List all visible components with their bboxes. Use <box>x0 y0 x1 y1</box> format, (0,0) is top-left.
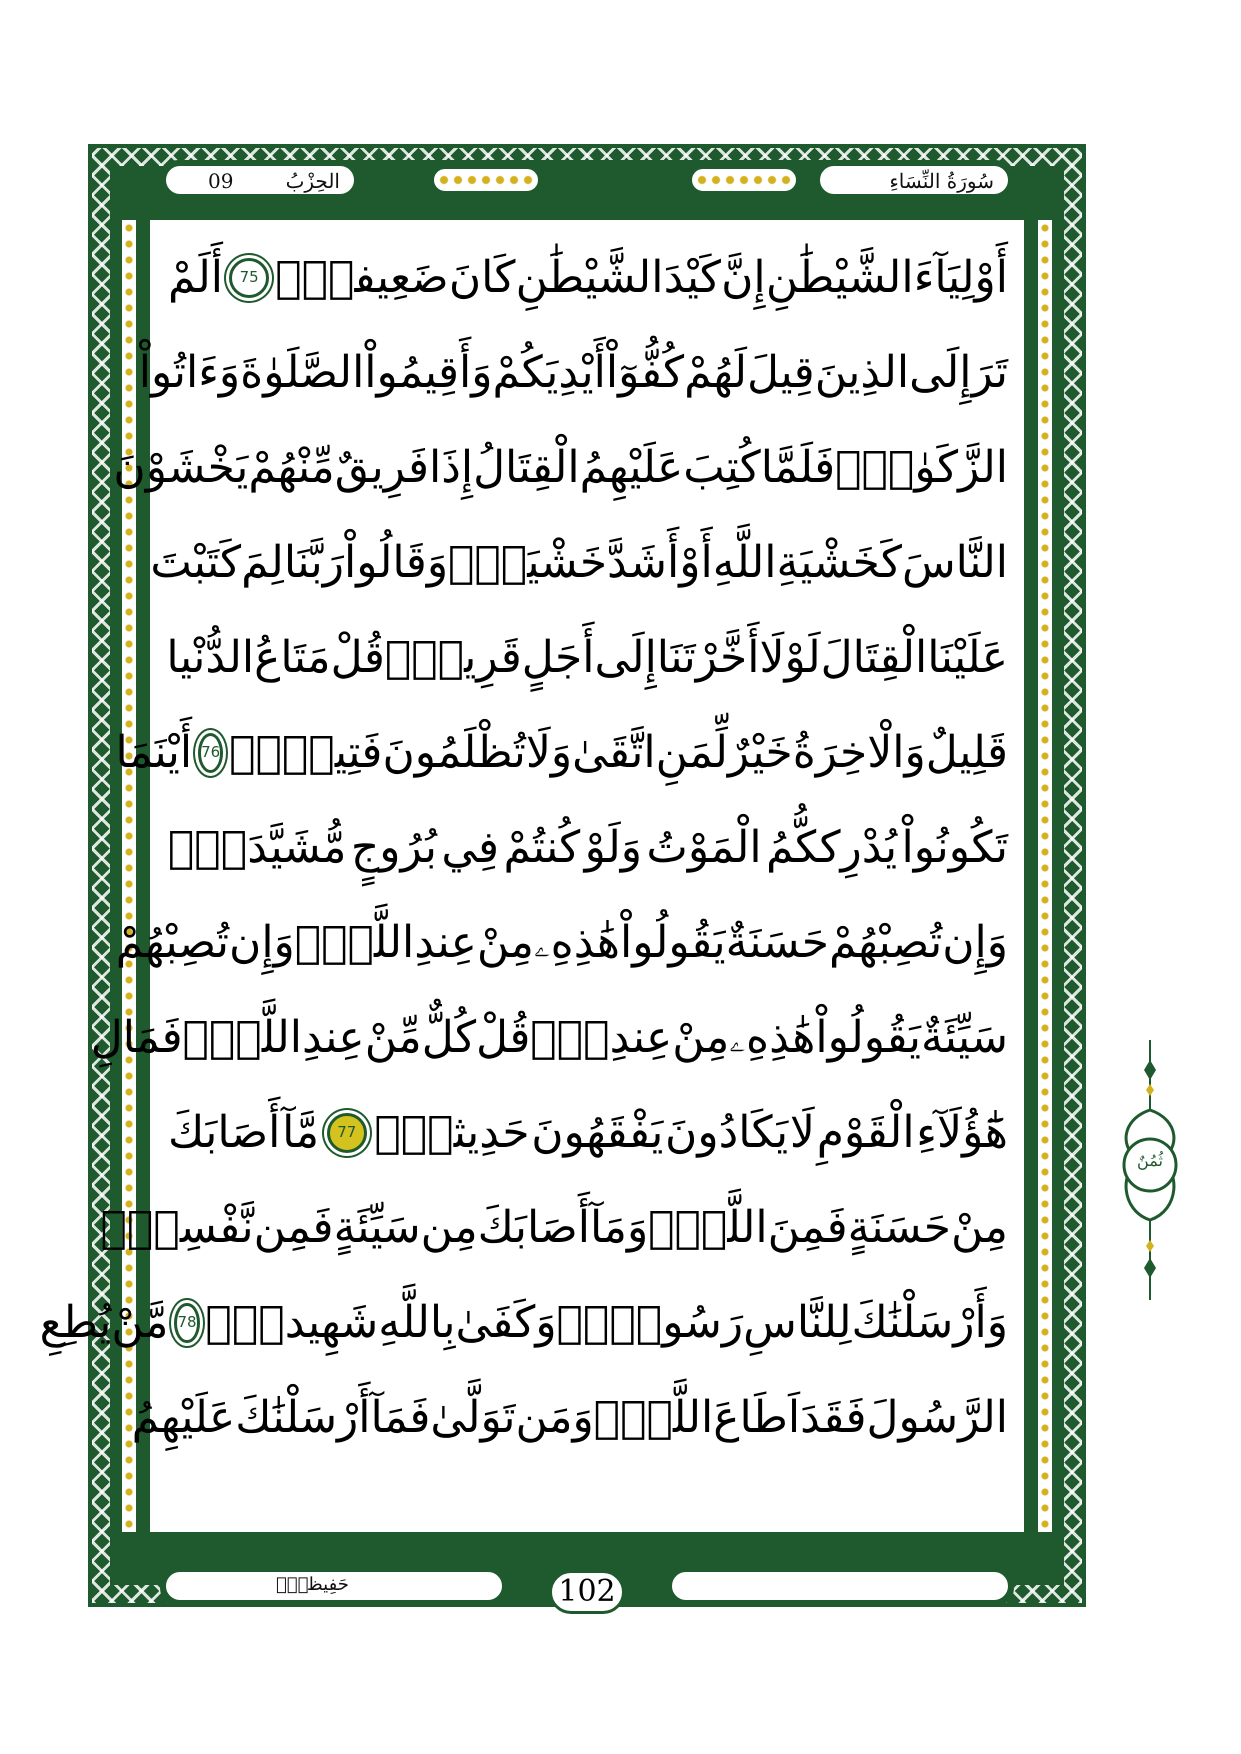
verse-word: هَٰذِهِۦ <box>533 917 621 968</box>
verse-lines <box>39 230 1008 1465</box>
verse-word: هَٰٓؤُلَآءِ <box>916 1107 1008 1158</box>
verse-word: اَطَاعَ <box>713 1392 801 1443</box>
verse-word: يَقُولُواْ <box>620 917 726 968</box>
verse-word: اتَّقَىٰ <box>572 727 656 778</box>
verse-word: فَتِيلًاۖ <box>229 727 383 778</box>
verse-word: أَلَمْ <box>168 252 223 303</box>
verse-word: حَسَنَةٍ <box>847 1202 951 1253</box>
dotted-border-right <box>1036 220 1054 1532</box>
verse-word: كَتَبْتَ <box>150 537 242 588</box>
verse-word: أَصَابَكَ <box>168 1107 281 1158</box>
surah-name: سُورَةُ النِّسَاءِ <box>889 169 994 193</box>
ayah-number-marker: 77 <box>327 1113 367 1153</box>
verse-word: بُرُوجٍ <box>350 822 437 873</box>
verse-word: رَبَّنَا <box>283 537 345 588</box>
verse-word: فَرِيقٌ <box>334 442 430 493</box>
verse-word: حَسَنَةٌ <box>725 917 829 968</box>
verse-word: ضَعِيفاًۖ <box>275 252 449 303</box>
verse-word: حَدِيثاًۖ <box>374 1107 530 1158</box>
verse-word: فِي <box>441 822 500 873</box>
verse-word: كُتِبَ <box>683 442 761 493</box>
verse-word: وَقَالُواْ <box>344 537 449 588</box>
verse-word: أَخَّرْتَنَا <box>656 632 760 683</box>
verse-word: الرَّسُولَ <box>866 1392 1008 1443</box>
verse-line <box>150 515 1008 610</box>
verse-word: لِلنَّاسِ <box>743 1297 852 1348</box>
verse-word: اللَّهِ <box>712 537 777 588</box>
verse-word: نَّفْسِكَۖ <box>100 1202 254 1253</box>
verse-word: مِنْ <box>950 1202 1008 1253</box>
verse-word: تَكُونُواْ <box>901 822 1008 873</box>
verse-word: وَءَاتُواْ <box>138 347 241 398</box>
header-ornament-left <box>432 167 540 193</box>
verse-word: سَيِّئَةٍ <box>333 1202 421 1253</box>
verse-word: فَلَمَّا <box>760 442 836 493</box>
verse-word: وَمَآ <box>589 1202 649 1253</box>
page-number: 102 <box>549 1570 625 1614</box>
verse-word: لَهُمْ <box>684 347 748 398</box>
hizb-label: الحِزْبُ <box>285 169 340 193</box>
verse-line <box>168 610 1008 705</box>
verse-word: وَلَوْ <box>584 822 643 873</box>
verse-word: كُنتُمْ <box>503 822 581 873</box>
catchword-box <box>164 1570 504 1602</box>
verse-word: لِمَ <box>241 537 284 588</box>
verse-line <box>115 705 1008 800</box>
thumn-label: ثُمُنٌ <box>1137 1151 1163 1170</box>
verse-word: سَيِّئَةٌ <box>920 1012 1008 1063</box>
ayah-number-marker: 78 <box>174 1303 199 1343</box>
verse-word: قَرِيبٍۖ <box>384 632 522 683</box>
verse-word: مِّنْهُمْ <box>248 442 335 493</box>
verse-word: النَّاسَ <box>901 537 1008 588</box>
verse-word: وَأَقِيمُواْ <box>364 347 493 398</box>
verse-word: فَمَآ <box>370 1392 431 1443</box>
hizb-number: 09 <box>208 169 234 193</box>
verse-word: كُلٌّ <box>421 1012 477 1063</box>
ayah-number-marker: 75 <box>229 258 269 298</box>
verse-word: كَخَشْيَةِ <box>776 537 902 588</box>
verse-word: وَإِن <box>942 917 1008 968</box>
verse-word: وَكَفَىٰ <box>455 1297 557 1348</box>
verse-word: وَلَا <box>525 727 573 778</box>
verse-word: يَفْقَهُونَ <box>531 1107 664 1158</box>
verse-word: وَأَرْسَلْنَٰكَ <box>851 1297 1008 1348</box>
verse-line <box>100 1180 1008 1275</box>
hizb-box <box>164 164 356 196</box>
verse-word: عِندِكَۖ <box>530 1012 673 1063</box>
verse-word: أَيْنَمَا <box>115 727 193 778</box>
header-ornament-right <box>690 167 798 193</box>
verse-line <box>168 800 1008 895</box>
footer-right-box <box>670 1570 1010 1602</box>
verse-word: تُظْلَمُونَ <box>382 727 526 778</box>
verse-word: اللَّهَۖ <box>593 1392 714 1443</box>
verse-word: يُدْرِككُّمُ <box>766 822 898 873</box>
verse-word: كَانَ <box>448 252 516 303</box>
verse-word: يَكَادُونَ <box>665 1107 789 1158</box>
verse-word: وَالْاخِرَةُ <box>792 727 926 778</box>
verse-word: شَهِيداًۖ <box>205 1297 379 1348</box>
verse-word: مَّنْ <box>111 1297 169 1348</box>
verse-word: قُلْ <box>330 632 385 683</box>
verse-line <box>131 1370 1008 1465</box>
verse-word: فَمَالِ <box>90 1012 183 1063</box>
verse-word: لِّمَنِ <box>655 727 728 778</box>
verse-word: إِذَا <box>429 442 474 493</box>
verse-word: الصَّلَوٰةَ <box>240 347 365 398</box>
verse-word: رَسُولًاۖ <box>556 1297 744 1348</box>
verse-word: مِن <box>420 1202 478 1253</box>
verse-word: فَقَدَ <box>800 1392 867 1443</box>
catchword: حَفِيظاًۖ <box>276 1574 349 1595</box>
verse-line <box>168 230 1008 325</box>
verse-word: أَشَدَّ <box>607 537 680 588</box>
verse-line <box>168 1085 1008 1180</box>
verse-word: أَوْلِيَآءَ <box>913 252 1008 303</box>
verse-word: بِاللَّهِ <box>378 1297 456 1348</box>
verse-word: وَمَن <box>515 1392 594 1443</box>
verse-word: هَٰذِهِۦ <box>729 1012 816 1063</box>
verse-word: اللَّهِۖ <box>648 1202 768 1253</box>
verse-word: الْقِتَالُ <box>473 442 580 493</box>
verse-word: فَمِن <box>253 1202 334 1253</box>
verse-word: إِلَى <box>909 347 972 398</box>
verse-word: خَشْيَةًۖ <box>448 537 608 588</box>
verse-word: يَقُولُواْ <box>815 1012 921 1063</box>
surah-name-box <box>818 164 1010 196</box>
verse-word: يَخْشَوْنَ <box>113 442 249 493</box>
verse-word: أَجَلٍ <box>521 632 595 683</box>
verse-word: كُفُّوٓاْ <box>605 347 685 398</box>
ayah-number-marker: 76 <box>198 733 223 773</box>
verse-word: أَوْ <box>679 537 713 588</box>
verse-word: وَإِن <box>229 917 295 968</box>
verse-word: الْمَوْتُ <box>646 822 762 873</box>
verse-word: تُصِبْهُمْ <box>828 917 943 968</box>
verse-word: فَمِنَ <box>767 1202 848 1253</box>
verse-line <box>90 990 1008 1085</box>
verse-word: عَلَيْهِمُ <box>131 1392 236 1443</box>
verse-word: إِلَى <box>594 632 657 683</box>
verse-word: قَلِيلٌ <box>925 727 1008 778</box>
verse-word: قِيلَ <box>747 347 815 398</box>
thumn-ornament-icon <box>1120 1040 1180 1300</box>
verse-word: اللَّهِۖ <box>294 917 415 968</box>
verse-word: الْقَوْمِ <box>816 1107 915 1158</box>
verse-word: مِنْ <box>672 1012 730 1063</box>
verse-word: الدُّنْيا <box>166 632 255 683</box>
verse-word: لَا <box>789 1107 815 1158</box>
verse-word: يُطِعِ <box>39 1297 112 1348</box>
verse-word: أَرْسَلْنَٰكَ <box>235 1392 371 1443</box>
verse-word: تُصِبْهُمْ <box>115 917 230 968</box>
verse-word: كَيْدَ <box>663 252 721 303</box>
verse-word: مِنْ <box>476 917 534 968</box>
verse-line <box>113 420 1008 515</box>
verse-word: اللَّهِۖ <box>182 1012 303 1063</box>
verse-word: مَّآ <box>282 1107 320 1158</box>
verse-line <box>115 895 1008 990</box>
verse-word: الذِينَ <box>814 347 910 398</box>
verse-word: عِندِ <box>302 1012 365 1063</box>
verse-word: مَتَاعُ <box>254 632 331 683</box>
verse-word: تَوَلَّىٰ <box>430 1392 516 1443</box>
verse-word: قُلْ <box>476 1012 531 1063</box>
verse-word: مِّنْ <box>364 1012 422 1063</box>
verse-word: أَيْدِيَكُمْ <box>492 347 606 398</box>
verse-word: عَلَيْنَا <box>927 632 1008 683</box>
verse-word: لَوْلَا <box>759 632 821 683</box>
verse-line <box>39 1275 1008 1370</box>
verse-word: تَرَ <box>971 347 1008 398</box>
verse-word: الشَّيْطَٰنِ <box>765 252 914 303</box>
verse-word: عِندِ <box>414 917 477 968</box>
verse-word: الْقِتَالَ <box>820 632 928 683</box>
verse-word: الزَّكَوٰةَۖ <box>835 442 1008 493</box>
verse-word: أَصَابَكَ <box>477 1202 590 1253</box>
verse-word: خَيْرٌ <box>727 727 793 778</box>
verse-word: إِنَّ <box>721 252 766 303</box>
verse-word: مُّشَيَّدَةٍۖ <box>168 822 347 873</box>
verse-word: الشَّيْطَٰنِ <box>515 252 664 303</box>
verse-word: عَلَيْهِمُ <box>579 442 684 493</box>
verse-line <box>138 325 1008 420</box>
